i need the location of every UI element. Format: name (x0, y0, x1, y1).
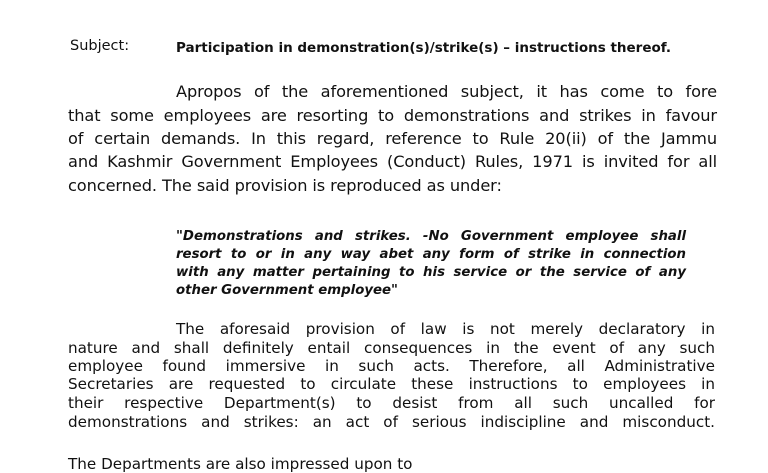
text-line: and Kashmir Government Employees (Conduct) Rules, 1971 is invited for all (68, 152, 717, 171)
text-line: demonstrations and strikes: an act of serious indiscipline and misconduct. (68, 413, 715, 431)
text-line: of certain demands. In this regard, reference to Rule 20(ii) of the Jammu (68, 129, 717, 148)
quote-line: with any matter pertaining to his service or the service of any (176, 265, 686, 280)
text-line: that some employees are resorting to demonstrations and strikes in favour (68, 106, 717, 125)
text-line: their respective Department(s) to desist from all such uncalled for (68, 394, 715, 412)
text-line: concerned. The said provision is reproduced as under: (68, 176, 502, 195)
text-line: Apropos of the aforementioned subject, it has come to fore (176, 82, 717, 101)
quote-line: "Demonstrations and strikes. -No Government employee shall (176, 229, 686, 244)
text-line: nature and shall definitely entail consequences in the event of any such (68, 339, 715, 357)
quote-line: resort to or in any way abet any form of strike in connection (176, 247, 686, 262)
text-line: The aforesaid provision of law is not merely declaratory in (176, 320, 715, 338)
text-line: The Departments are also impressed upon to (68, 455, 413, 473)
text-line: employee found immersive in such acts. Therefore, all Administrative (68, 357, 715, 375)
quote-line: other Government employee" (176, 283, 398, 298)
subject-text: Participation in demonstration(s)/strike(s) – instructions thereof. (176, 40, 672, 56)
text-line: Secretaries are requested to circulate these instructions to employees in (68, 375, 715, 393)
subject-label: Subject: (70, 38, 130, 54)
